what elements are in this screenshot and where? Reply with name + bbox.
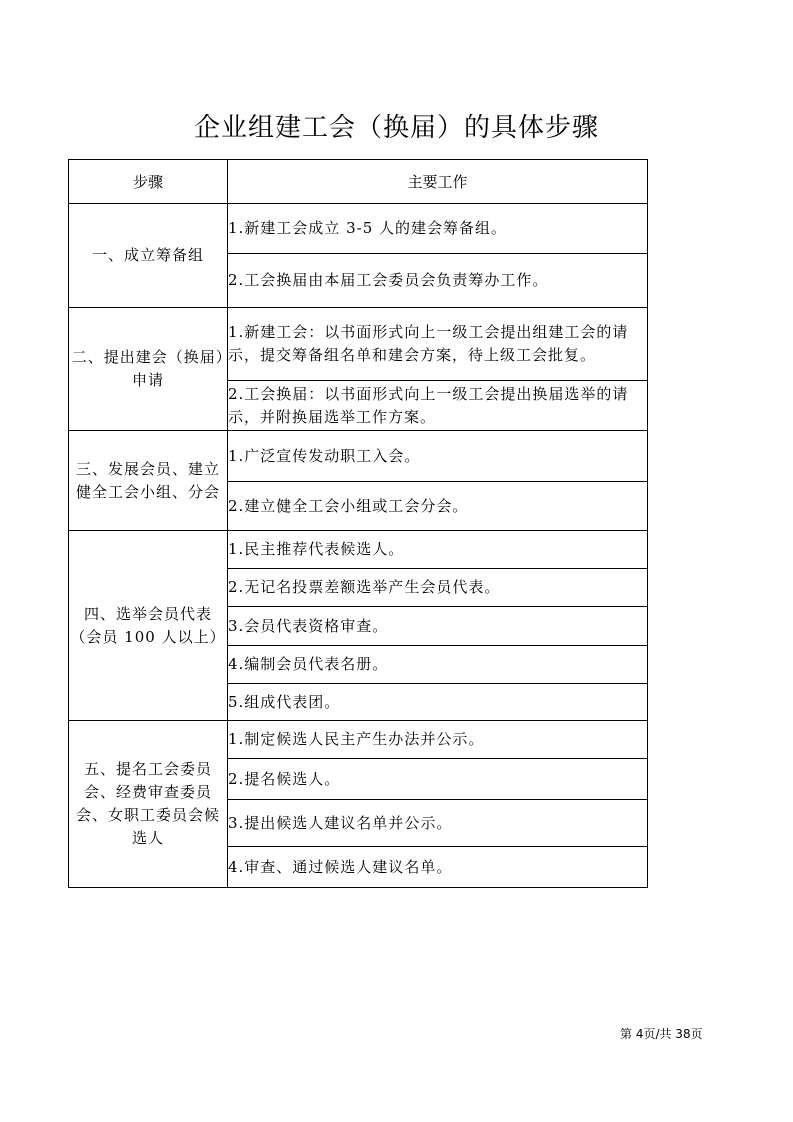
- work-item: 5.组成代表团。: [228, 684, 648, 721]
- work-item: 1.新建工会：以书面形式向上一级工会提出组建工会的请示，提交筹备组名单和建会方案，待上级工会批复。: [228, 308, 648, 381]
- table-header-row: [69, 160, 648, 204]
- work-item: 3.会员代表资格审查。: [228, 607, 648, 646]
- work-item: 2.建立健全工会小组或工会分会。: [228, 482, 648, 531]
- work-item: 1.新建工会成立 3-5 人的建会筹备组。: [228, 204, 648, 254]
- work-item: 2.提名候选人。: [228, 759, 648, 800]
- work-item: 1.民主推荐代表候选人。: [228, 531, 648, 569]
- work-item: 4.编制会员代表名册。: [228, 646, 648, 684]
- step-cell: 三、发展会员、建立健全工会小组、分会: [69, 431, 228, 531]
- page-title: 企业组建工会（换届）的具体步骤: [193, 113, 599, 143]
- step-cell: 二、提出建会（换届）申请: [69, 308, 228, 431]
- step-cell: 四、选举会员代表（会员 100 人以上）: [69, 531, 228, 721]
- table-row: [69, 204, 648, 254]
- table-row: [69, 431, 648, 482]
- work-item: 2.工会换届：以书面形式向上一级工会提出换届选举的请示，并附换届选举工作方案。: [228, 381, 648, 431]
- work-item: 2.工会换届由本届工会委员会负责筹办工作。: [228, 254, 648, 308]
- work-item: 1.制定候选人民主产生办法并公示。: [228, 721, 648, 759]
- work-item: 1.广泛宣传发动职工入会。: [228, 431, 648, 482]
- step-cell: 一、成立筹备组: [69, 204, 228, 308]
- steps-table: [68, 159, 648, 888]
- table-row: [69, 531, 648, 569]
- work-item: 3.提出候选人建议名单并公示。: [228, 800, 648, 847]
- header-step: 步骤: [69, 160, 228, 204]
- work-item: 2.无记名投票差额选举产生会员代表。: [228, 569, 648, 607]
- step-cell: 五、提名工会委员会、经费审查委员会、女职工委员会候选人: [69, 721, 228, 888]
- table-row: [69, 721, 648, 759]
- work-item: 4.审查、通过候选人建议名单。: [228, 847, 648, 888]
- header-main-work: 主要工作: [228, 160, 648, 204]
- table-row: [69, 308, 648, 381]
- page-number: 第 4页/共 38页: [620, 1027, 703, 1041]
